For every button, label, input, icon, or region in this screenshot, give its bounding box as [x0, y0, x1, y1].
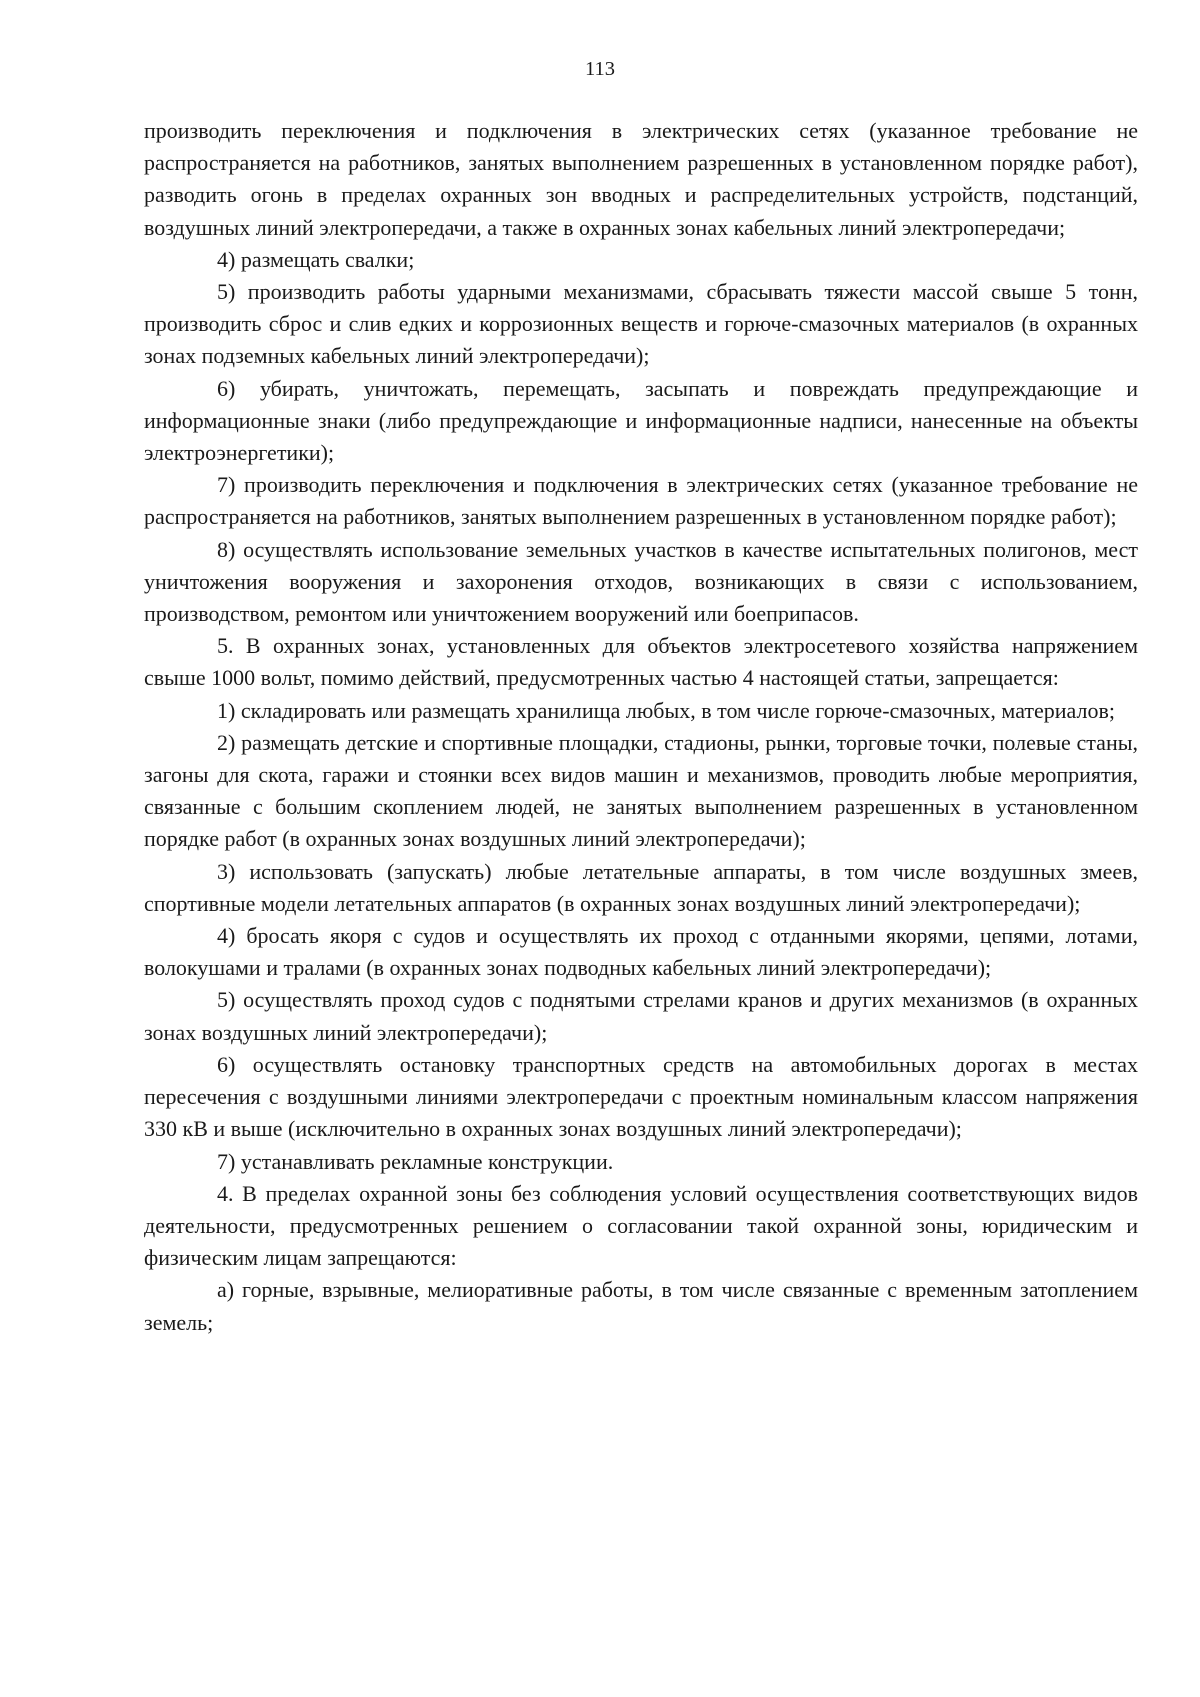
paragraph-section-5-item-7: 7) устанавливать рекламные конструкции.	[217, 1148, 614, 1174]
paragraph-section-5-item-1: 1) складировать или размещать хранилища любых, в том числе горюче-смазочных, материалов;	[217, 697, 1115, 723]
paragraph-section-5: 5. В охранных зонах, установленных для объектов электросетевого хозяйства напряжением свыше 1000 вольт, помимо действий, предусмотренных частью 4 настоящей статьи, запрещается:	[144, 633, 1138, 691]
paragraph-section-5-item-3: 3) использовать (запускать) любые летательные аппараты, в том числе воздушных змеев, спортивные модели летательных аппаратов (в охранных зонах воздушных линий электропередачи);	[144, 858, 1138, 916]
paragraph-section-5-item-2: 2) размещать детские и спортивные площадки, стадионы, рынки, торговые точки, полевые станы, загоны для скота, гаражи и стоянки всех видов машин и механизмов, проводить любые мероприятия, связанные с большим скоплением людей, не занятых выполнением разрешенных в установленном порядке работ (в охранных зонах воздушных линий электропередачи);	[144, 729, 1138, 852]
paragraph-item-8: 8) осуществлять использование земельных участков в качестве испытательных полигонов, мест уничтожения вооружения и захоронения отходов, возникающих в связи с использованием, производством, ремонтом или уничтожением вооружений или боеприпасов.	[144, 536, 1138, 627]
paragraph-item-4: 4) размещать свалки;	[217, 246, 415, 272]
paragraph-continuation: производить переключения и подключения в электрических сетях (указанное требование не распространяется на работников, занятых выполнением разрешенных в установленном порядке работ), разводить огонь в пределах охранных зон вводных и распределительных устройств, подстанций, воздушных линий электропередачи, а также в охранных зонах кабельных линий электропередачи;	[144, 118, 1138, 240]
paragraph-section-5-item-6: 6) осуществлять остановку транспортных средств на автомобильных дорогах в местах пересечения с воздушными линиями электропередачи с проектным номинальным классом напряжения 330 кВ и выше (исключительно в охранных зонах воздушных линий электропередачи);	[144, 1051, 1138, 1142]
paragraph-item-5: 5) производить работы ударными механизмами, сбрасывать тяжести массой свыше 5 тонн, производить сброс и слив едких и коррозионных веществ и горюче-смазочных материалов (в охранных зонах подземных кабельных линий электропередачи);	[144, 279, 1138, 369]
paragraph-item-7: 7) производить переключения и подключения в электрических сетях (указанное требование не распространяется на работников, занятых выполнением разрешенных в установленном порядке работ);	[144, 472, 1138, 530]
paragraph-section-5-item-4: 4) бросать якоря с судов и осуществлять их проход с отданными якорями, цепями, лотами, волокушами и тралами (в охранных зонах подводных кабельных линий электропередачи);	[144, 923, 1138, 981]
document-body	[144, 115, 1138, 1339]
page-number: 113	[585, 58, 615, 80]
paragraph-section-4-item-a: а) горные, взрывные, мелиоративные работы, в том числе связанные с временным затоплением земель;	[144, 1277, 1138, 1335]
paragraph-section-4: 4. В пределах охранной зоны без соблюдения условий осуществления соответствующих видов деятельности, предусмотренных решением о согласовании такой охранной зоны, юридическим и физическим лицам запрещаются:	[144, 1180, 1138, 1271]
paragraph-item-6: 6) убирать, уничтожать, перемещать, засыпать и повреждать предупреждающие и информационные знаки (либо предупреждающие и информационные надписи, нанесенные на объекты электроэнергетики);	[144, 375, 1138, 466]
paragraph-section-5-item-5: 5) осуществлять проход судов с поднятыми стрелами кранов и других механизмов (в охранных зонах воздушных линий электропередачи);	[144, 987, 1138, 1045]
